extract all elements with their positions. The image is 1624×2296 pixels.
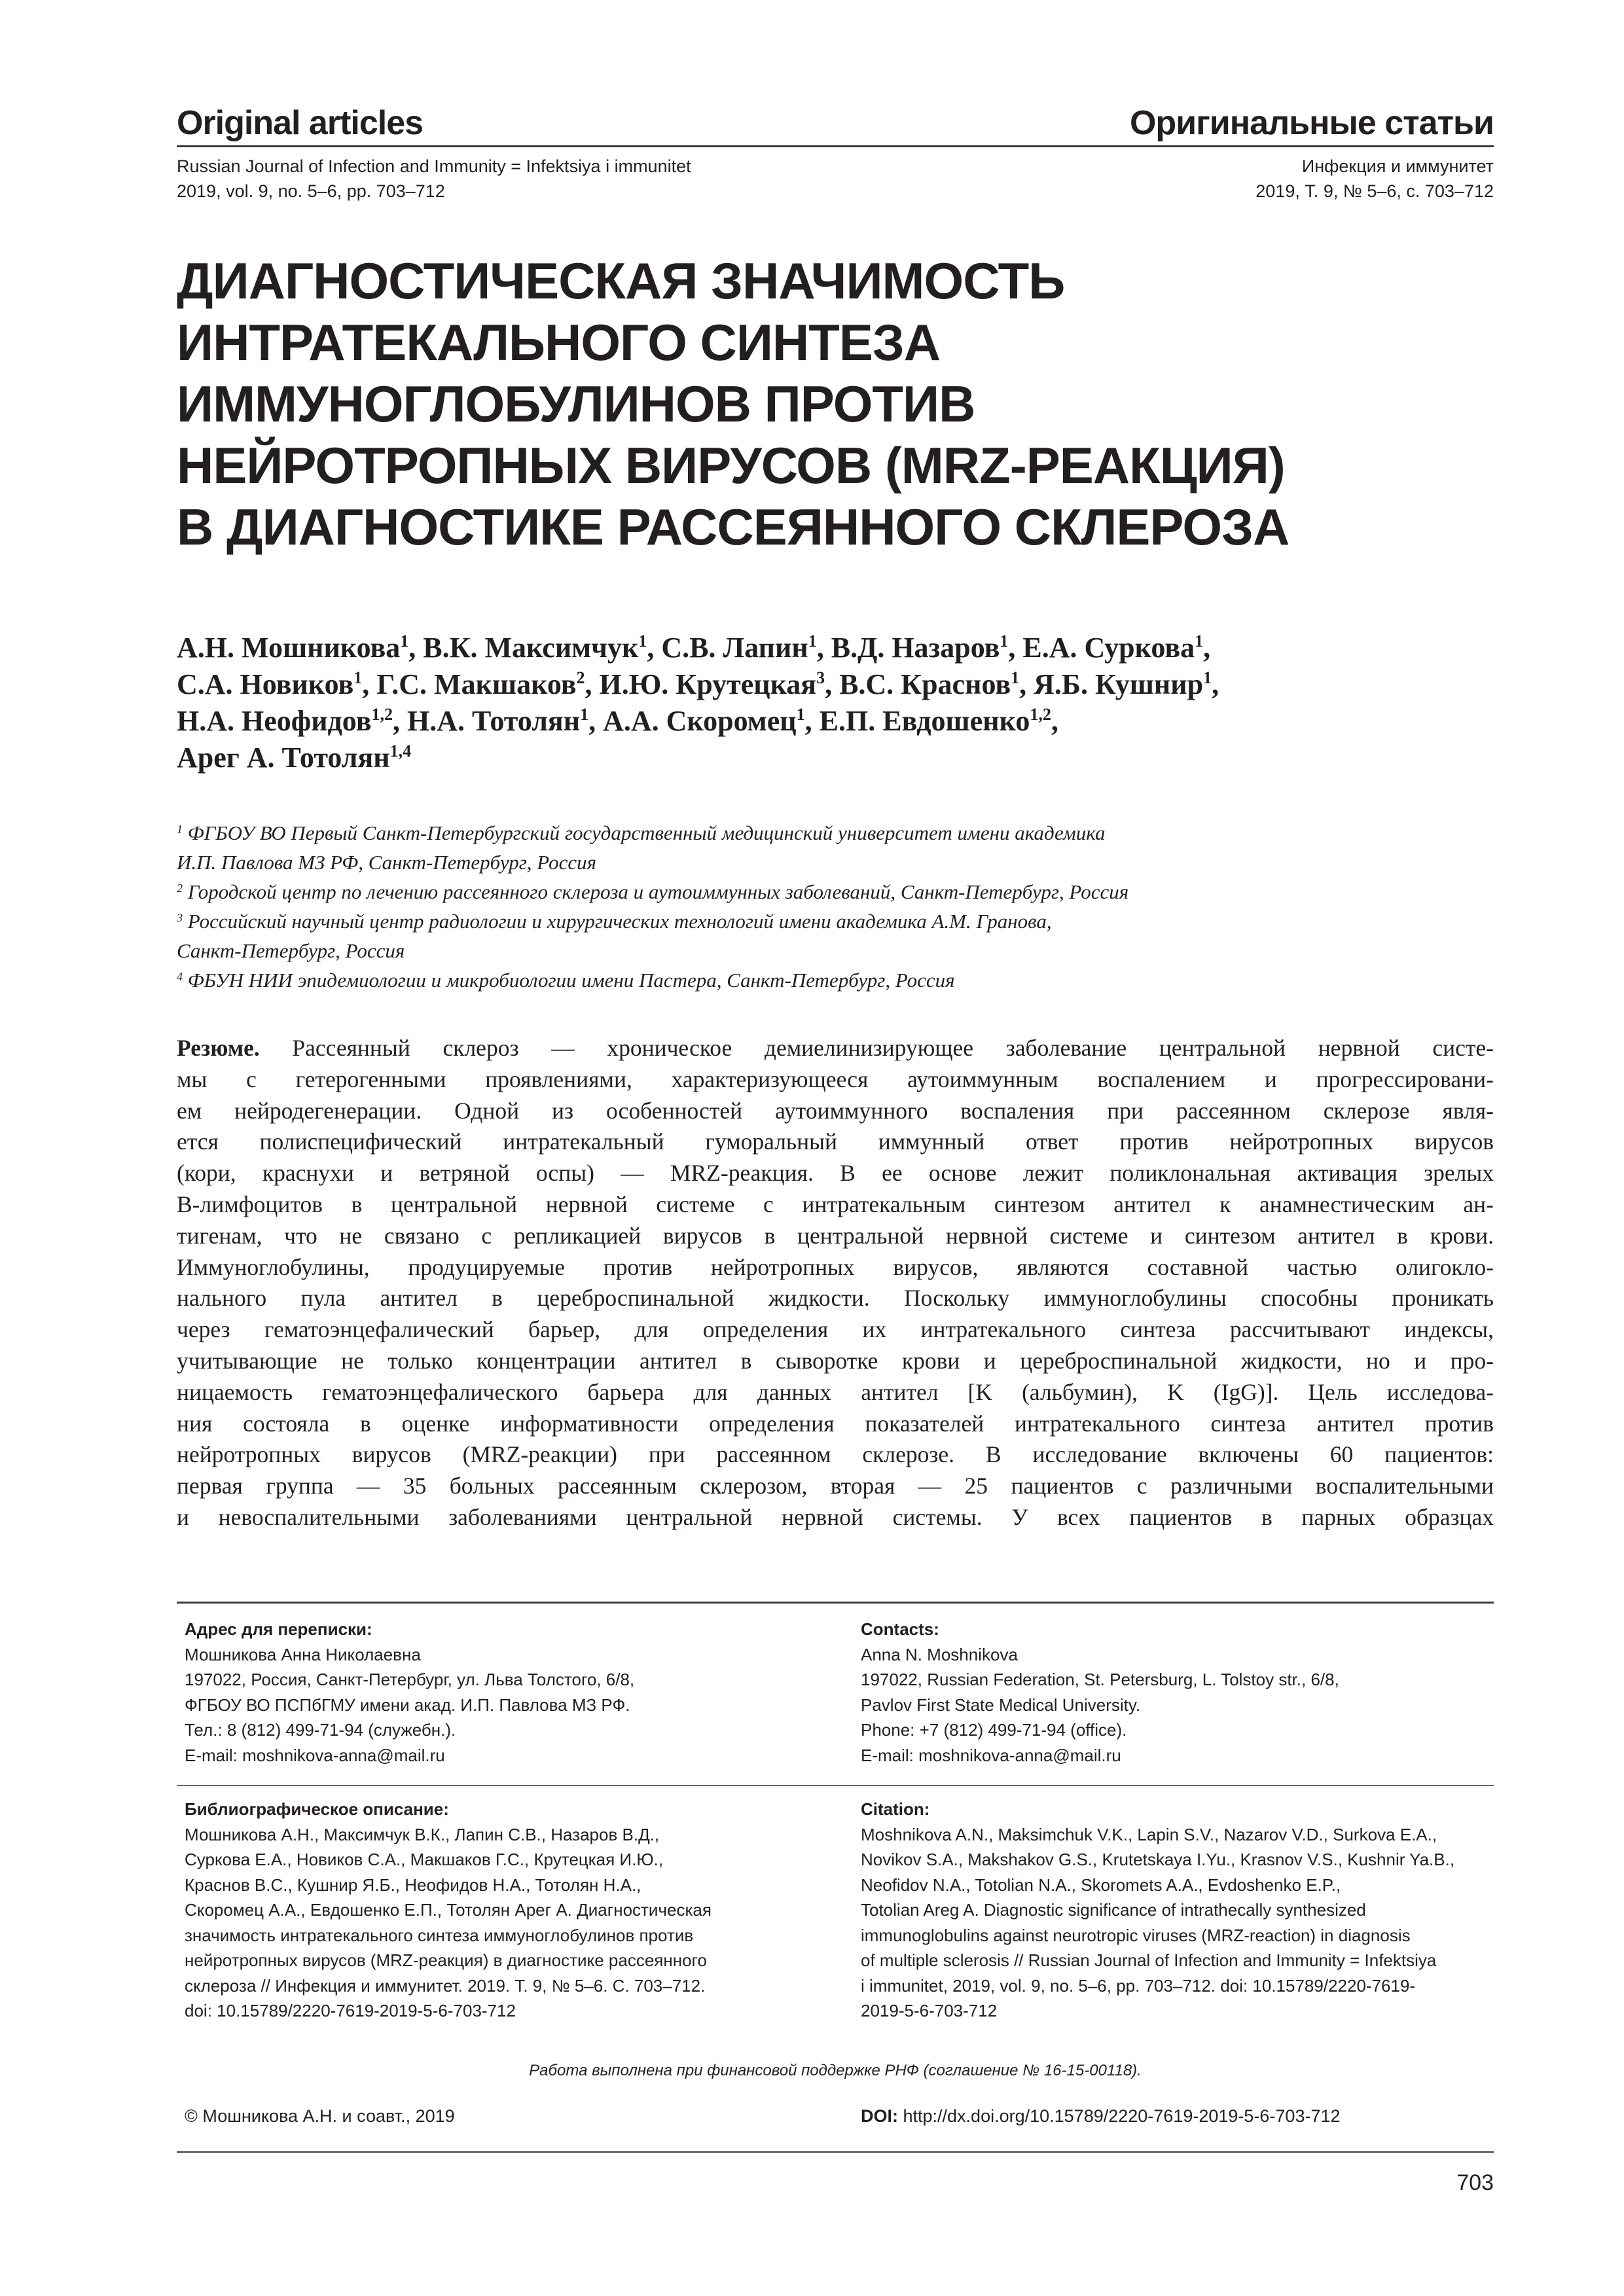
abstract-label: Резюме.: [177, 1035, 260, 1061]
abstract-line: нального пула антител в цереброспинальной жидкости. Поскольку иммуноглобулины способны проникать: [177, 1285, 1494, 1312]
author-affiliation: 1: [1000, 632, 1009, 651]
author-affiliation: 1: [580, 705, 589, 724]
affiliation-text: Российский научный центр радиологии и хирургических технологий имени академика А.М. Гранова,: [187, 910, 1052, 933]
journal-info-ru: [1255, 154, 1494, 204]
author-name: Н.А. Тотолян: [406, 705, 581, 737]
running-header: [177, 103, 1494, 146]
header-divider: [177, 145, 1494, 147]
abstract-line: тигенам, что не связано с репликацией вирусов в центральной нервной системе и синтезом антител в крови.: [177, 1222, 1494, 1249]
affiliation-text: ФБУН НИИ эпидемиологии и микробиологии имени Пастера, Санкт-Петербург, Россия: [187, 969, 955, 992]
article-title: [177, 250, 1494, 558]
citation-en-line: 2019-5-6-703-712: [861, 2001, 998, 2020]
abstract-line: Резюме. Рассеянный склероз — хроническое демиелинизирующее заболевание центральной нервной систе-: [177, 1035, 1494, 1061]
author-name: А.А. Скоромец: [603, 705, 797, 737]
affiliation-item: [177, 877, 1494, 906]
author-affiliation: 1,4: [389, 742, 412, 761]
correspondence-en-line: Pavlov First State Medical University.: [861, 1695, 1141, 1715]
author-name: С.В. Лапин: [661, 632, 808, 664]
journal-name-en: Russian Journal of Infection and Immunity = Infektsiya i immunitet: [177, 156, 691, 176]
author-name: И.Ю. Крутецкая: [599, 668, 817, 700]
citation-ru-line: склероза // Инфекция и иммунитет. 2019. Т. 9, № 5–6. С. 703–712.: [185, 1975, 706, 1996]
author-affiliation: 1: [400, 632, 409, 651]
correspondence-ru: [185, 1617, 813, 1768]
author-name: Я.Б. Кушнир: [1034, 668, 1204, 700]
correspondence-ru-line: 197022, Россия, Санкт-Петербург, ул. Льва Толстого, 6/8,: [185, 1670, 635, 1689]
affiliation-text: Городской центр по лечению рассеянного склероза и аутоиммунных заболеваний, Санкт-Петербург, Россия: [187, 880, 1129, 903]
citation-en-line: Neofidov N.A., Totolian N.A., Skoromets A.A., Evdoshenko E.P.,: [861, 1874, 1341, 1895]
section-label-en: Original articles: [177, 104, 424, 142]
author-name: С.А. Новиков: [177, 668, 354, 700]
author-name: Е.А. Суркова: [1022, 632, 1195, 664]
citation-ru-line: нейротропных вирусов (MRZ-реакция) в диагностике рассеянного: [185, 1950, 707, 1970]
journal-issue-en: 2019, vol. 9, no. 5–6, pp. 703–712: [177, 181, 445, 201]
affiliation-text: ФГБОУ ВО Первый Санкт-Петербургский государственный медицинский университет имени академика: [187, 821, 1106, 844]
author-affiliation: 1: [1011, 668, 1020, 687]
affiliation-continuation: И.П. Павлова МЗ РФ, Санкт-Петербург, Россия: [177, 851, 597, 874]
affiliation-number: 3: [177, 911, 183, 924]
author-name: Г.С. Макшаков: [376, 668, 577, 700]
citation-ru: [185, 1797, 813, 2024]
citation-ru-line: Скоромец А.А., Евдошенко Е.П., Тотолян Арег А. Диагностическая: [185, 1900, 712, 1920]
affiliation-number: 4: [177, 970, 183, 983]
affiliation-number: 1: [177, 823, 183, 836]
author-affiliation: 1: [796, 705, 805, 724]
abstract-line: нейротропных вирусов (MRZ-реакции) при рассеянном склерозе. В исследование включены 60 пациентов:: [177, 1441, 1494, 1468]
journal-issue-ru: 2019, Т. 9, № 5–6, с. 703–712: [1255, 181, 1494, 201]
author-line: [177, 740, 1494, 776]
correspondence-en-email[interactable]: E-mail: moshnikova-anna@mail.ru: [861, 1745, 1121, 1765]
author-affiliation: 2: [576, 668, 585, 687]
author-affiliation: 3: [816, 668, 825, 687]
author-affiliation: 1: [638, 632, 647, 651]
author-line: А.Н. Мошникова$^1$, В.К. Максимчук$^1$, С.В. Лапин$^1$, В.Д. Назаров$^1$, Е.А. Суркова$^1$,: [177, 632, 1211, 664]
title-line: НЕЙРОТРОПНЫХ ВИРУСОВ (MRZ-РЕАКЦИЯ): [177, 437, 1285, 494]
author-name: В.С. Краснов: [839, 668, 1011, 700]
abstract-line: B-лимфоцитов в центральной нервной системе с интратекальным синтезом антител к анамнестическим ан-: [177, 1191, 1494, 1217]
author-name: Е.П. Евдошенко: [819, 705, 1030, 737]
doi-line: [861, 2106, 1341, 2126]
correspondence-ru-line: Мошникова Анна Николаевна: [185, 1644, 421, 1664]
citation-ru-line: значимость интратекального синтеза иммуноглобулинов против: [185, 1925, 694, 1945]
citation-en-line: of multiple sclerosis // Russian Journal of Infection and Immunity = Infektsiya: [861, 1950, 1437, 1970]
correspondence-ru-line: Тел.: 8 (812) 499-71-94 (служебн.).: [185, 1720, 456, 1740]
section-label-ru: Оригинальные статьи: [1129, 104, 1494, 142]
abstract-line: и невоспалительными заболеваниями центральной нервной системы. У всех пациентов в парных образцах: [177, 1503, 1494, 1530]
author-affiliation: 1,2: [1030, 705, 1051, 724]
author-name: Н.А. Неофидов: [177, 705, 372, 737]
author-affiliation: 1,2: [371, 705, 393, 724]
author-affiliation: 1: [353, 668, 363, 687]
title-line: ДИАГНОСТИЧЕСКАЯ ЗНАЧИМОСТЬ: [177, 252, 1065, 310]
doi-label: DOI:: [861, 2106, 898, 2126]
citation-en-line: i immunitet, 2019, vol. 9, no. 5–6, pp. 703–712. doi: 10.15789/2220-7619-: [861, 1975, 1416, 1996]
author-affiliation: 1: [808, 632, 817, 651]
citation-en-line: Moshnikova A.N., Maksimchuk V.K., Lapin S.V., Nazarov V.D., Surkova E.A.,: [861, 1824, 1437, 1844]
title-line: В ДИАГНОСТИКЕ РАССЕЯННОГО СКЛЕРОЗА: [177, 498, 1290, 556]
correspondence-top-rule: [177, 1602, 1494, 1604]
copyright-notice: © Мошникова А.Н. и соавт., 2019: [185, 2106, 455, 2126]
author-line: Н.А. Неофидов$^{1,2}$, Н.А. Тотолян$^1$, А.А. Скоромец$^1$, Е.П. Евдошенко$^{1,2}$,: [177, 705, 1058, 737]
citation-en: [861, 1797, 1489, 2024]
abstract-line: ется полиспецифический интратекальный гуморальный иммунный ответ против нейротропных вирусов: [177, 1128, 1494, 1155]
abstract-line: ницаемость гематоэнцефалического барьера для данных антител [K (альбумин), K (IgG)]. Цель исследова-: [177, 1378, 1494, 1405]
correspondence-ru-heading: Адрес для переписки:: [185, 1619, 372, 1639]
abstract-line: мы с гетерогенными проявлениями, характеризующееся аутоиммунным воспалением и прогрессировани-: [177, 1066, 1494, 1092]
author-affiliation: 1: [1203, 668, 1212, 687]
affiliation-item: [177, 818, 1494, 848]
correspondence-en-line: 197022, Russian Federation, St. Petersburg, L. Tolstoy str., 6/8,: [861, 1670, 1339, 1689]
page-number: 703: [1456, 2170, 1494, 2195]
author-name: В.К. Максимчук: [423, 632, 639, 664]
doi-link[interactable]: http://dx.doi.org/10.15789/2220-7619-2019-5-6-703-712: [898, 2106, 1341, 2126]
affiliation-number: 2: [177, 882, 183, 895]
author-affiliation: 1: [1195, 632, 1204, 651]
affiliation-item: [177, 906, 1494, 936]
abstract-line: через гематоэнцефалический барьер, для определения их интратекального синтеза рассчитывают индексы,: [177, 1316, 1494, 1343]
author-name: В.Д. Назаров: [831, 632, 1000, 664]
abstract-line: учитывающие не только концентрации антител в сыворотке крови и цереброспинальной жидкости, но и про-: [177, 1347, 1494, 1374]
author-name: А.Н. Мошникова: [177, 632, 401, 664]
citation-ru-doi: doi: 10.15789/2220-7619-2019-5-6-703-712: [185, 2001, 516, 2020]
citation-ru-line: Суркова Е.А., Новиков С.А., Макшаков Г.С., Крутецкая И.Ю.,: [185, 1850, 664, 1869]
journal-name-ru: Инфекция и иммунитет: [1301, 156, 1494, 176]
correspondence-ru-line: ФГБОУ ВО ПСПбГМУ имени акад. И.П. Павлова МЗ РФ.: [185, 1695, 630, 1715]
citation-en-line: Totolian Areg A. Diagnostic significance of intrathecally synthesized: [861, 1900, 1366, 1920]
title-line: ИНТРАТЕКАЛЬНОГО СИНТЕЗА: [177, 314, 941, 371]
author-line: С.А. Новиков$^1$, Г.С. Макшаков$^2$, И.Ю. Крутецкая$^3$, В.С. Краснов$^1$, Я.Б. Кушнир$^1$,: [177, 668, 1219, 700]
citation-ru-line: Краснов В.С., Кушнир Я.Б., Неофидов Н.А., Тотолян Н.А.,: [185, 1874, 641, 1895]
title-line: ИММУНОГЛОБУЛИНОВ ПРОТИВ: [177, 375, 975, 433]
citation-en-line: immunoglobulins against neurotropic viruses (MRZ-reaction) in diagnosis: [861, 1925, 1411, 1945]
citation-en-heading: Citation:: [861, 1799, 930, 1819]
affiliation-continuation: Санкт-Петербург, Россия: [177, 939, 405, 962]
page-footer-rule: [177, 2151, 1494, 2153]
correspondence-en: [861, 1617, 1489, 1768]
correspondence-en-line: Anna N. Moshnikova: [861, 1644, 1018, 1664]
funding-note: Работа выполнена при финансовой поддержке РНФ (соглашение № 16-15-00118).: [529, 2062, 1142, 2079]
affiliation-list: [177, 818, 1494, 995]
affiliation-item: [177, 965, 1494, 995]
citation-ru-line: Мошникова А.Н., Максимчук В.К., Лапин С.В., Назаров В.Д.,: [185, 1824, 660, 1844]
citation-ru-heading: Библиографическое описание:: [185, 1799, 449, 1819]
author-list: [177, 630, 1494, 776]
abstract-line: ем нейродегенерации. Одной из особенностей аутоиммунного воспаления при рассеянном склерозе явля-: [177, 1097, 1494, 1124]
author-name: Арег А. Тотолян: [177, 742, 390, 774]
correspondence-ru-email[interactable]: E-mail: moshnikova-anna@mail.ru: [185, 1745, 445, 1765]
citation-en-line: Novikov S.A., Makshakov G.S., Krutetskaya I.Yu., Krasnov V.S., Kushnir Ya.B.,: [861, 1850, 1455, 1869]
citation-top-rule: [177, 1785, 1494, 1786]
abstract-line: Иммуноглобулины, продуцируемые против нейротропных вирусов, являются составной частью олигокло-: [177, 1253, 1494, 1280]
abstract: [177, 1033, 1494, 1534]
journal-info-en: [177, 154, 691, 204]
abstract-line: ния состояла в оценке информативности определения показателей интратекального синтеза антител против: [177, 1410, 1494, 1437]
correspondence-en-line: Phone: +7 (812) 499-71-94 (office).: [861, 1720, 1127, 1740]
correspondence-en-heading: Contacts:: [861, 1619, 939, 1639]
abstract-line: (кори, краснухи и ветряной оспы) — MRZ-реакция. В ее основе лежит поликлональная активация зрелых: [177, 1160, 1494, 1187]
abstract-line: первая группа — 35 больных рассеянным склерозом, вторая — 25 пациентов с различными воспалительными: [177, 1473, 1494, 1499]
